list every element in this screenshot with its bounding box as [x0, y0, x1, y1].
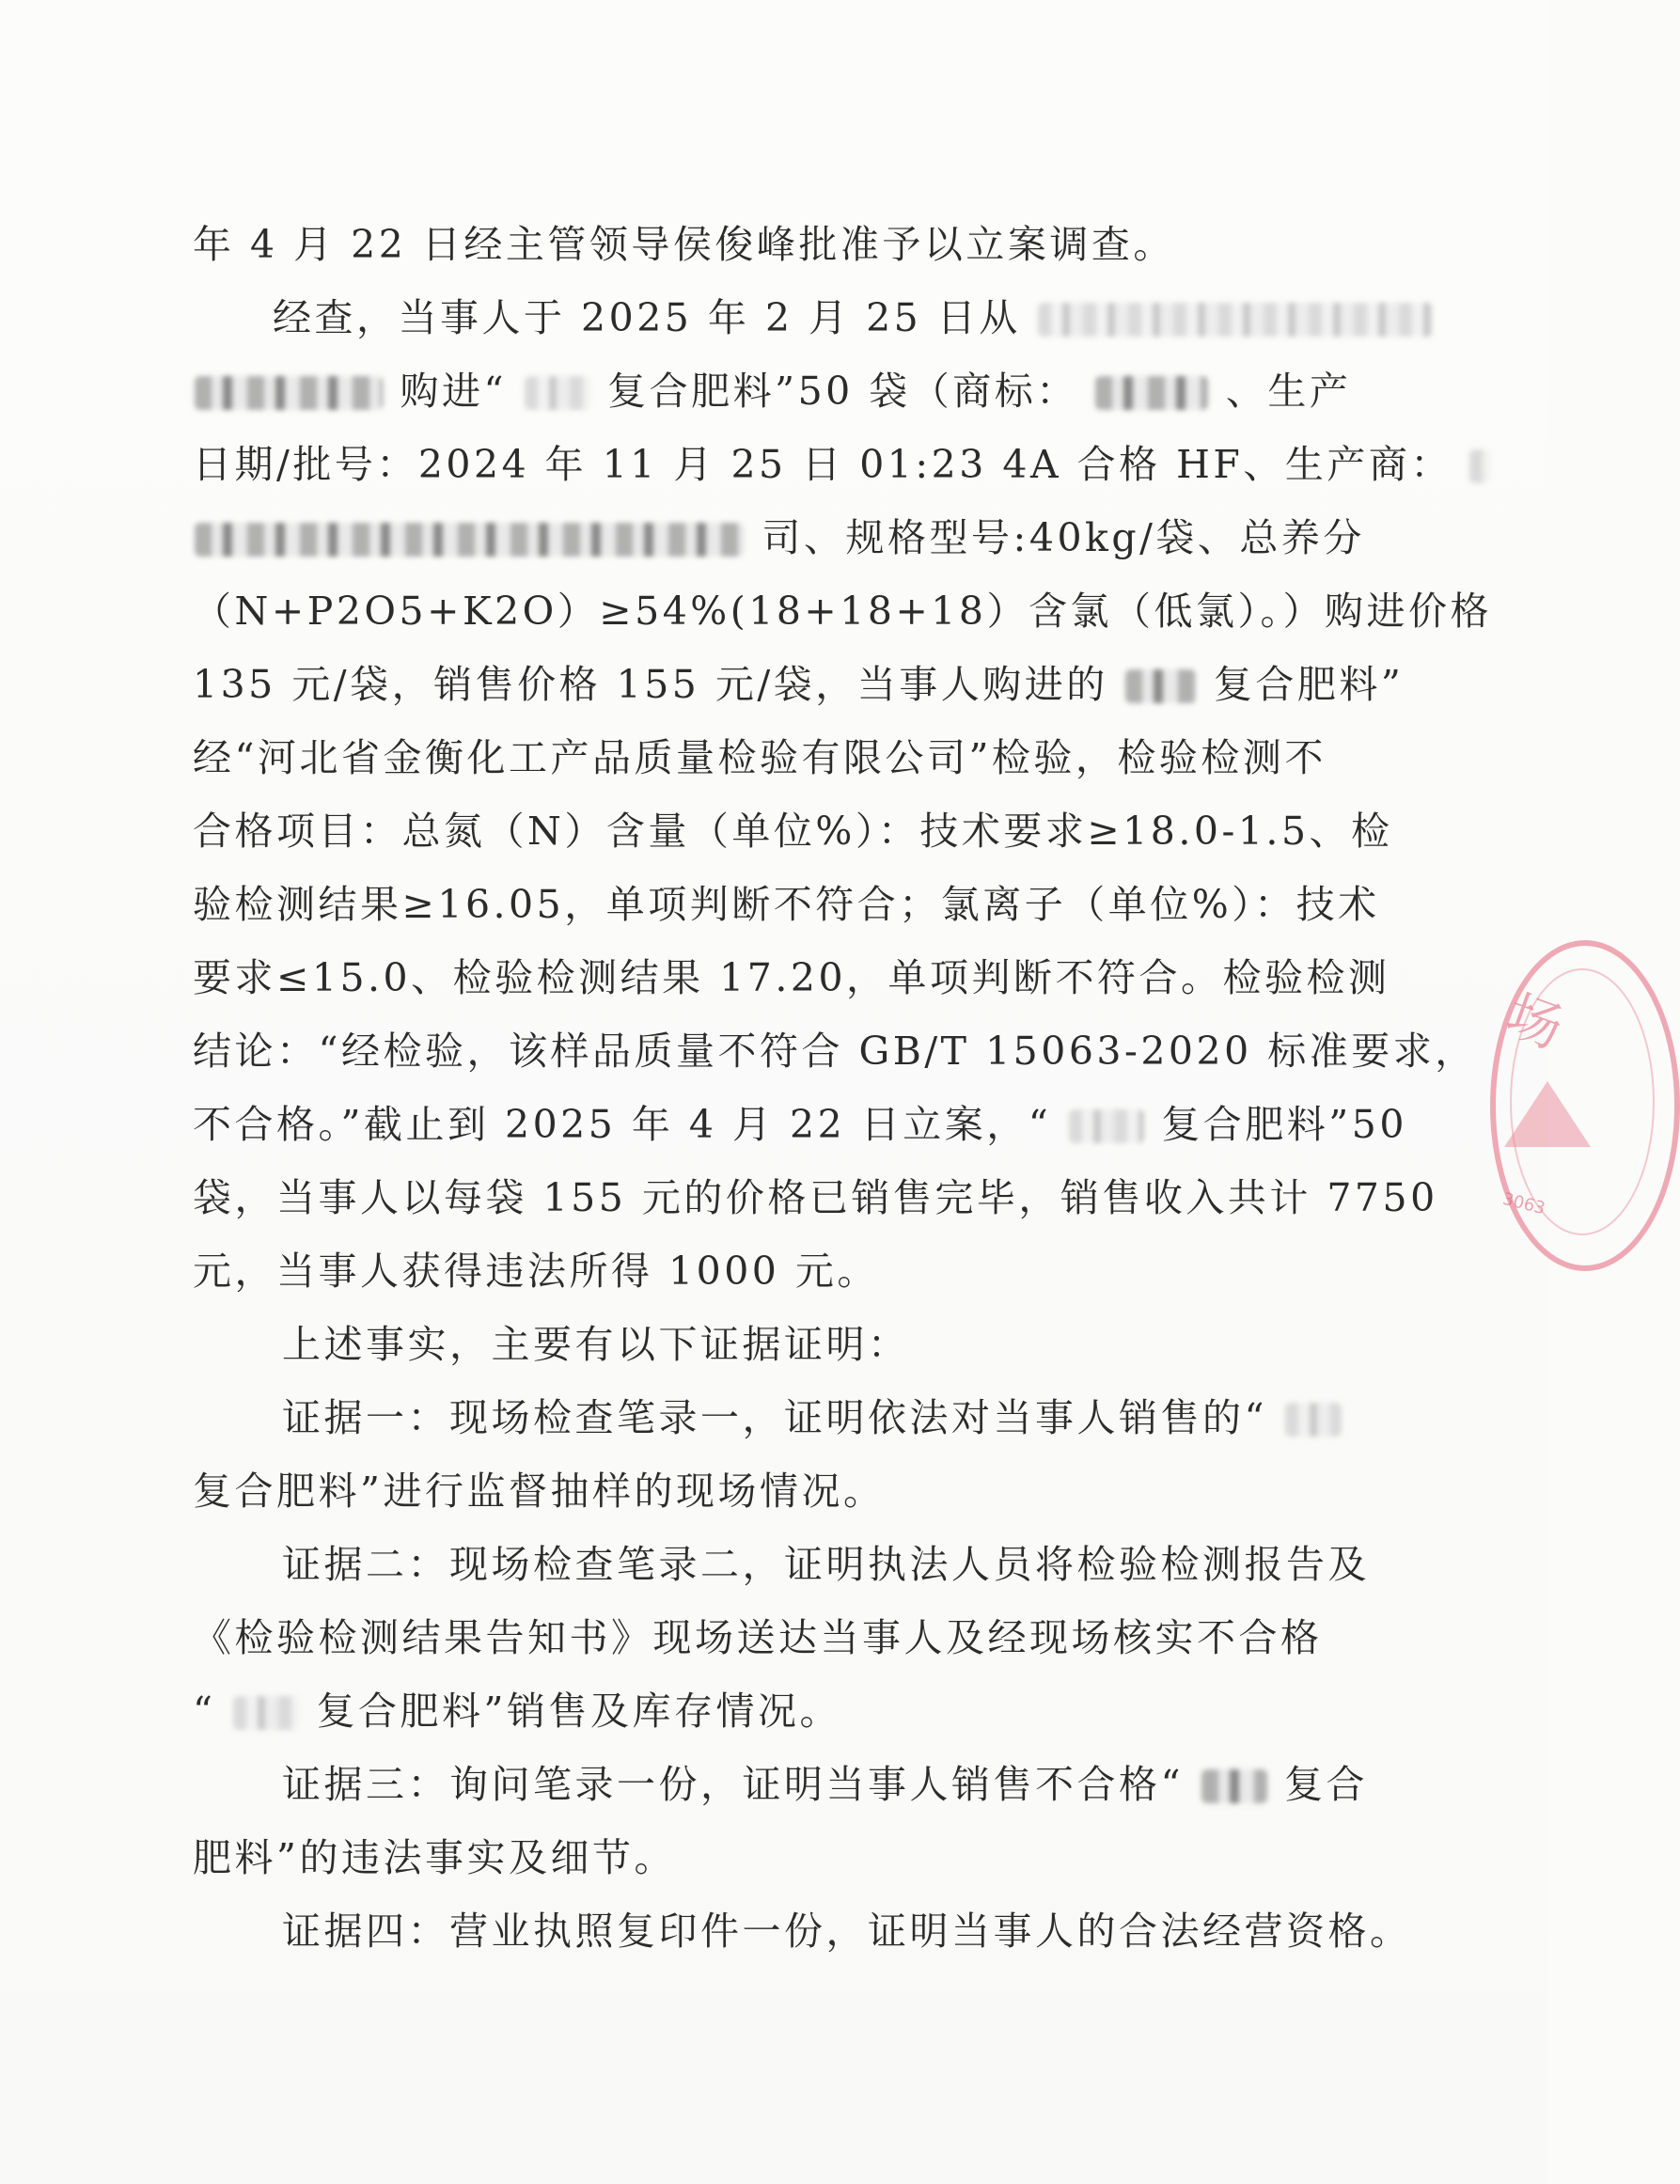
redacted-brand	[1285, 1403, 1342, 1437]
text: 日期/批号：2024 年 11 月 25 日 01:23 4A 合格 HF、生产商：	[193, 442, 1452, 487]
text: 要求≤15.0、检验检测结果 17.20，单项判断不符合。检验检测	[193, 955, 1390, 1000]
redacted-trademark	[1095, 376, 1208, 410]
redacted-producer	[1469, 449, 1490, 483]
evidence3-line2	[193, 1825, 1363, 1891]
text: （N+P2O5+K2O）≥54%(18+18+18）含氯（低氯）。）购进价格	[193, 589, 1492, 634]
evidence1-line2	[193, 1458, 1363, 1524]
paragraph2-line9	[193, 872, 1380, 937]
redacted-brand	[525, 376, 590, 410]
text: 、生产	[1225, 369, 1352, 414]
redacted-supplier	[1038, 303, 1433, 337]
redacted-brand	[233, 1696, 299, 1730]
text: 不合格。”截止到 2025 年 4 月 22 日立案，“	[193, 1102, 1052, 1147]
paragraph2-line11	[193, 1018, 1477, 1084]
evidence4-line1	[282, 1898, 1412, 1964]
text: 上述事实，主要有以下证据证明：	[282, 1322, 910, 1367]
paragraph1-line1	[193, 212, 1363, 277]
text: 复合肥料”	[1213, 662, 1405, 707]
evidence2-line1	[282, 1532, 1370, 1597]
paragraph2-line2	[193, 358, 1363, 424]
redacted-brand	[1201, 1769, 1267, 1803]
paragraph2-line5	[193, 578, 1492, 644]
text: 复合肥料”50 袋（商标：	[607, 369, 1078, 414]
seal-code: 3063	[1500, 1188, 1547, 1219]
text: 元，当事人获得违法所得 1000 元。	[193, 1249, 879, 1294]
text: 经查，当事人于 2025 年 2 月 25 日从	[273, 295, 1021, 340]
text: 复合肥料”销售及库存情况。	[316, 1689, 842, 1734]
paragraph2-line3	[193, 432, 1452, 497]
text: 《检验检测结果告知书》现场送达当事人及经现场核实不合格	[193, 1615, 1323, 1660]
text: 135 元/袋，销售价格 155 元/袋，当事人购进的	[193, 662, 1108, 707]
paragraph2-line1	[273, 285, 1363, 351]
seal-star-icon	[1504, 1081, 1591, 1147]
evidence2-line3	[193, 1678, 1363, 1744]
paragraph2-line10	[193, 945, 1390, 1011]
text: 证据四：营业执照复印件一份，证明当事人的合法经营资格。	[282, 1909, 1412, 1954]
paragraph2-line7	[193, 725, 1363, 791]
text: 司、规格型号:40kg/袋、总养分	[761, 515, 1365, 560]
text: 合格项目：总氮（N）含量（单位%）：技术要求≥18.0-1.5、检	[193, 809, 1393, 854]
paragraph2-line6	[193, 652, 1405, 717]
redacted-supplier-cont	[195, 376, 383, 410]
redacted-brand	[1069, 1109, 1144, 1143]
evidence1-line1	[282, 1385, 1363, 1451]
redacted-producer-cont	[195, 523, 745, 557]
text: 结论：“经检验，该样品质量不符合 GB/T 15063-2020 标准要求，	[193, 1029, 1477, 1074]
text: 年 4 月 22 日经主管领导侯俊峰批准予以立案调查。	[193, 222, 1175, 267]
text: 证据二：现场检查笔录二，证明执法人员将检验检测报告及	[282, 1542, 1370, 1587]
text: 袋，当事人以每袋 155 元的价格已销售完毕，销售收入共计 7750	[193, 1175, 1438, 1220]
text: 经“河北省金衡化工产品质量检验有限公司”检验，检验检测不	[193, 735, 1327, 780]
text: “	[193, 1689, 216, 1734]
text: 复合肥料”50	[1161, 1102, 1407, 1147]
paragraph2-line13	[193, 1165, 1438, 1231]
text: 证据三：询问笔录一份，证明当事人销售不合格“	[282, 1762, 1184, 1807]
paragraph2-line8	[193, 798, 1393, 864]
text: 肥料”的违法事实及细节。	[193, 1835, 676, 1880]
text: 复合肥料”进行监督抽样的现场情况。	[193, 1469, 886, 1514]
text: 证据一：现场检查笔录一，证明依法对当事人销售的“	[282, 1395, 1267, 1440]
paragraph3-line1	[282, 1312, 1363, 1377]
paragraph2-line14	[193, 1238, 1363, 1304]
paragraph2-line4	[193, 505, 1363, 571]
text: 购进“	[400, 369, 508, 414]
paragraph2-line12	[193, 1092, 1407, 1157]
text: 验检测结果≥16.05，单项判断不符合；氯离子（单位%）：技术	[193, 882, 1380, 927]
evidence3-line1	[282, 1752, 1369, 1817]
redacted-brand	[1125, 669, 1196, 703]
evidence2-line2	[193, 1605, 1363, 1671]
text: 复合	[1284, 1762, 1369, 1807]
seal-character: 场	[1498, 982, 1572, 1061]
